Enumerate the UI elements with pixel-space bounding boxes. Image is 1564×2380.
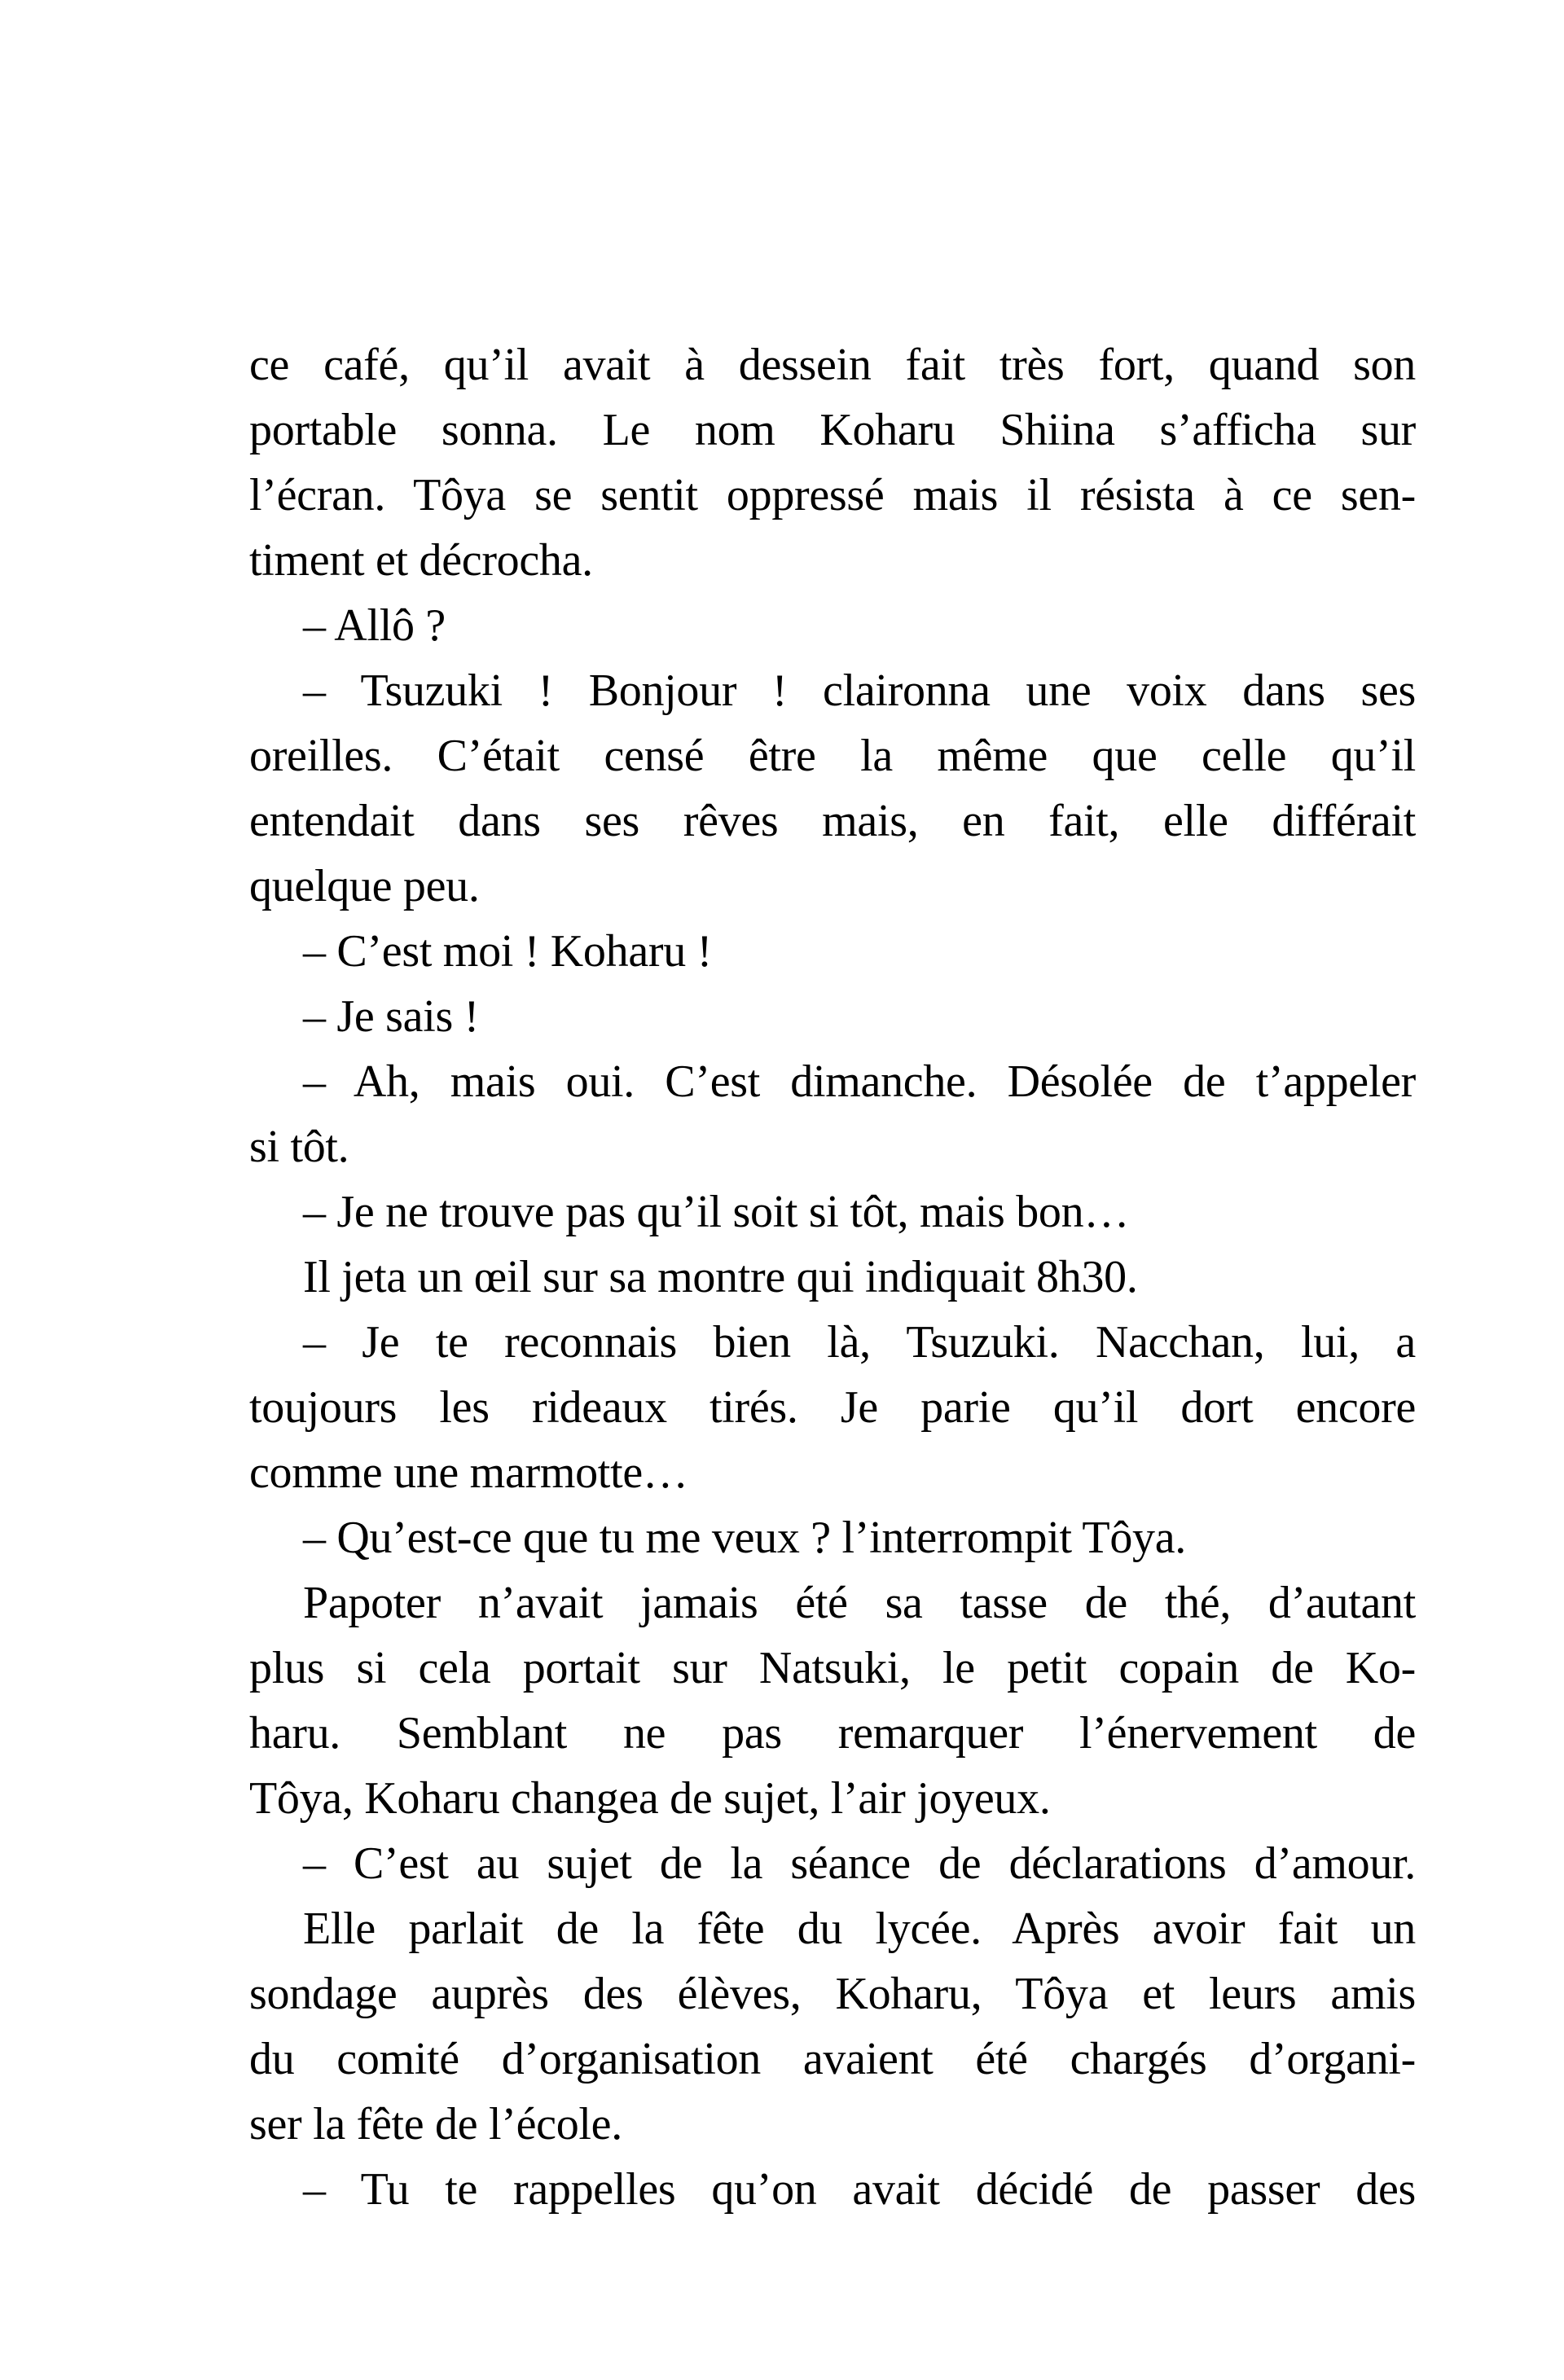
text-line: – Qu’est-ce que tu me veux ? l’interrompit Tôya. [303,1513,1186,1563]
text-line: – Je sais ! [303,991,479,1042]
text-line: – C’est au sujet de la séance de déclarations d’amour. [303,1838,1416,1889]
text-line: l’écran. Tôya se sentit oppressé mais il résista à ce sen- [249,470,1416,520]
text-line: oreilles. C’était censé être la même que celle qu’il [249,731,1416,781]
page-text-block [249,332,1416,2222]
text-line: si tôt. [249,1122,349,1172]
text-line: portable sonna. Le nom Koharu Shiina s’afficha sur [249,405,1416,455]
text-line: – Tu te rappelles qu’on avait décidé de passer des [303,2164,1416,2215]
text-line: toujours les rideaux tirés. Je parie qu’il dort encore [249,1382,1416,1433]
text-line: – Tsuzuki ! Bonjour ! claironna une voix dans ses [303,665,1416,716]
text-line: du comité d’organisation avaient été chargés d’organi- [249,2034,1416,2084]
text-line: Papoter n’avait jamais été sa tasse de thé, d’autant [303,1578,1416,1628]
text-line: plus si cela portait sur Natsuki, le petit copain de Ko- [249,1643,1416,1693]
text-line: Il jeta un œil sur sa montre qui indiquait 8h30. [303,1252,1138,1302]
text-line: quelque peu. [249,861,480,911]
text-line: – Allô ? [303,600,446,651]
text-line: timent et décrocha. [249,535,593,586]
text-line: ce café, qu’il avait à dessein fait très fort, quand son [249,340,1416,390]
text-line: sondage auprès des élèves, Koharu, Tôya et leurs amis [249,1969,1416,2019]
text-line: Elle parlait de la fête du lycée. Après avoir fait un [303,1904,1416,1954]
text-line: entendait dans ses rêves mais, en fait, elle différait [249,796,1416,846]
text-line: ser la fête de l’école. [249,2099,622,2149]
text-line: – Je te reconnais bien là, Tsuzuki. Nacchan, lui, a [303,1317,1416,1368]
text-line: – C’est moi ! Koharu ! [303,926,712,977]
text-line: Tôya, Koharu changea de sujet, l’air joyeux. [249,1773,1051,1824]
text-line: comme une marmotte… [249,1447,688,1498]
text-line: haru. Semblant ne pas remarquer l’énervement de [249,1708,1416,1759]
text-line: – Je ne trouve pas qu’il soit si tôt, mais bon… [303,1187,1130,1237]
text-line: – Ah, mais oui. C’est dimanche. Désolée de t’appeler [303,1056,1416,1107]
